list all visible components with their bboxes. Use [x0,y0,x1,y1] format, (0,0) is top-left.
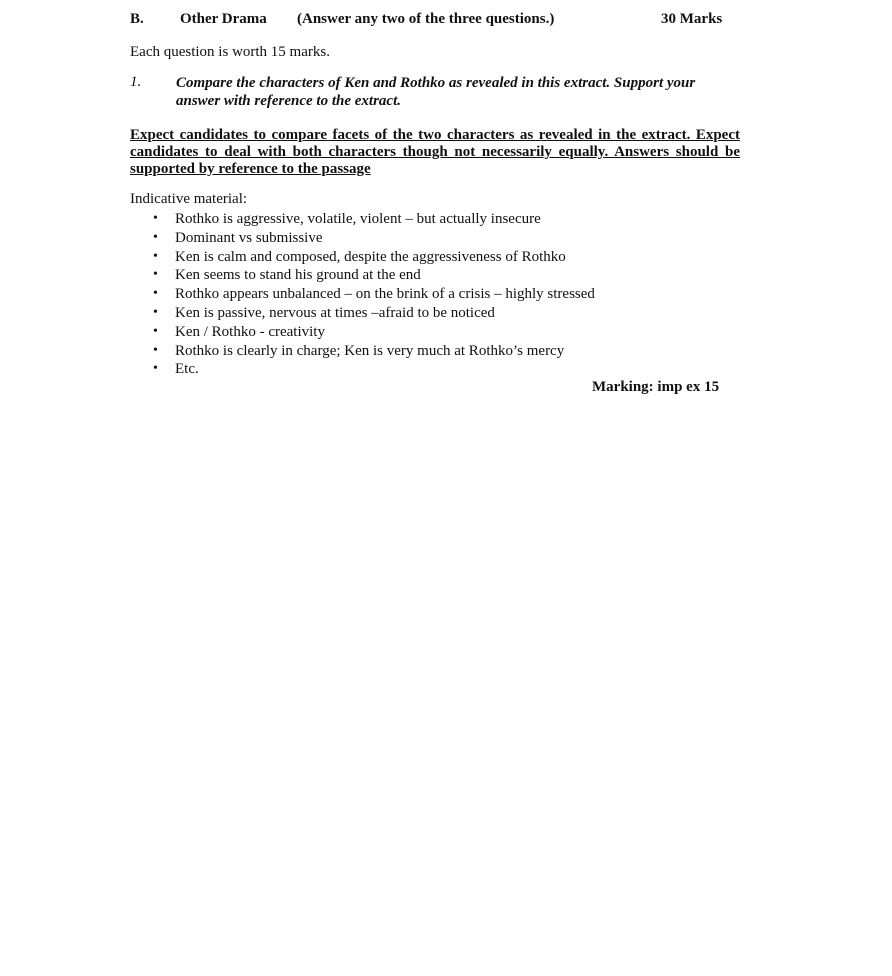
list-item-text: Ken is calm and composed, despite the aggressiveness of Rothko [175,248,566,265]
list-item-text: Rothko is aggressive, volatile, violent – but actually insecure [175,211,541,227]
list-item [130,342,750,361]
list-item-text: Ken / Rothko - creativity [175,323,325,340]
question-number: 1. [130,74,142,90]
bullet-icon: • [153,229,158,245]
bullet-icon: • [153,211,158,226]
list-item [130,229,750,248]
bullet-icon: • [153,286,158,302]
question-text: Compare the characters of Ken and Rothko as revealed in this extract. Support your answer with reference to the extract. [176,75,696,109]
list-item [130,360,750,379]
list-item [130,210,750,229]
question-worth-note: Each question is worth 15 marks. [130,44,330,60]
bullet-icon: • [153,361,158,377]
list-item-text: Ken is passive, nervous at times –afraid to be noticed [175,304,495,321]
list-item-text: Ken seems to stand his ground at the end [175,267,421,284]
list-item [130,248,750,267]
indicative-material-list [130,210,750,379]
section-title: Other Drama [180,11,267,27]
expectation-text: Expect candidates to compare facets of the two characters as revealed in the extract. Expect candidates to deal with both characters though not necessarily equally. Answers should be supported by reference to the passage [130,127,740,177]
list-item [130,304,750,323]
list-item-text: Dominant vs submissive [175,229,323,246]
bullet-icon: • [153,323,158,339]
list-item-text: Etc. [175,361,199,378]
list-item [130,285,750,304]
list-item-text: Rothko is clearly in charge; Ken is very much at Rothko’s mercy [175,342,565,359]
section-instruction: (Answer any two of the three questions.) [297,11,555,27]
marking-note: Marking: imp ex 15 [592,379,720,395]
section-letter: B. [130,11,144,27]
bullet-icon: • [153,248,158,264]
bullet-icon: • [153,304,158,320]
section-header [130,11,730,31]
list-item-text: Rothko appears unbalanced – on the brink of a crisis – highly stressed [175,286,595,303]
bullet-icon: • [153,267,158,283]
indicative-material-label: Indicative material: [130,191,248,207]
list-item [130,266,750,285]
section-marks: 30 Marks [661,11,723,27]
bullet-icon: • [153,342,158,358]
list-item [130,323,750,342]
